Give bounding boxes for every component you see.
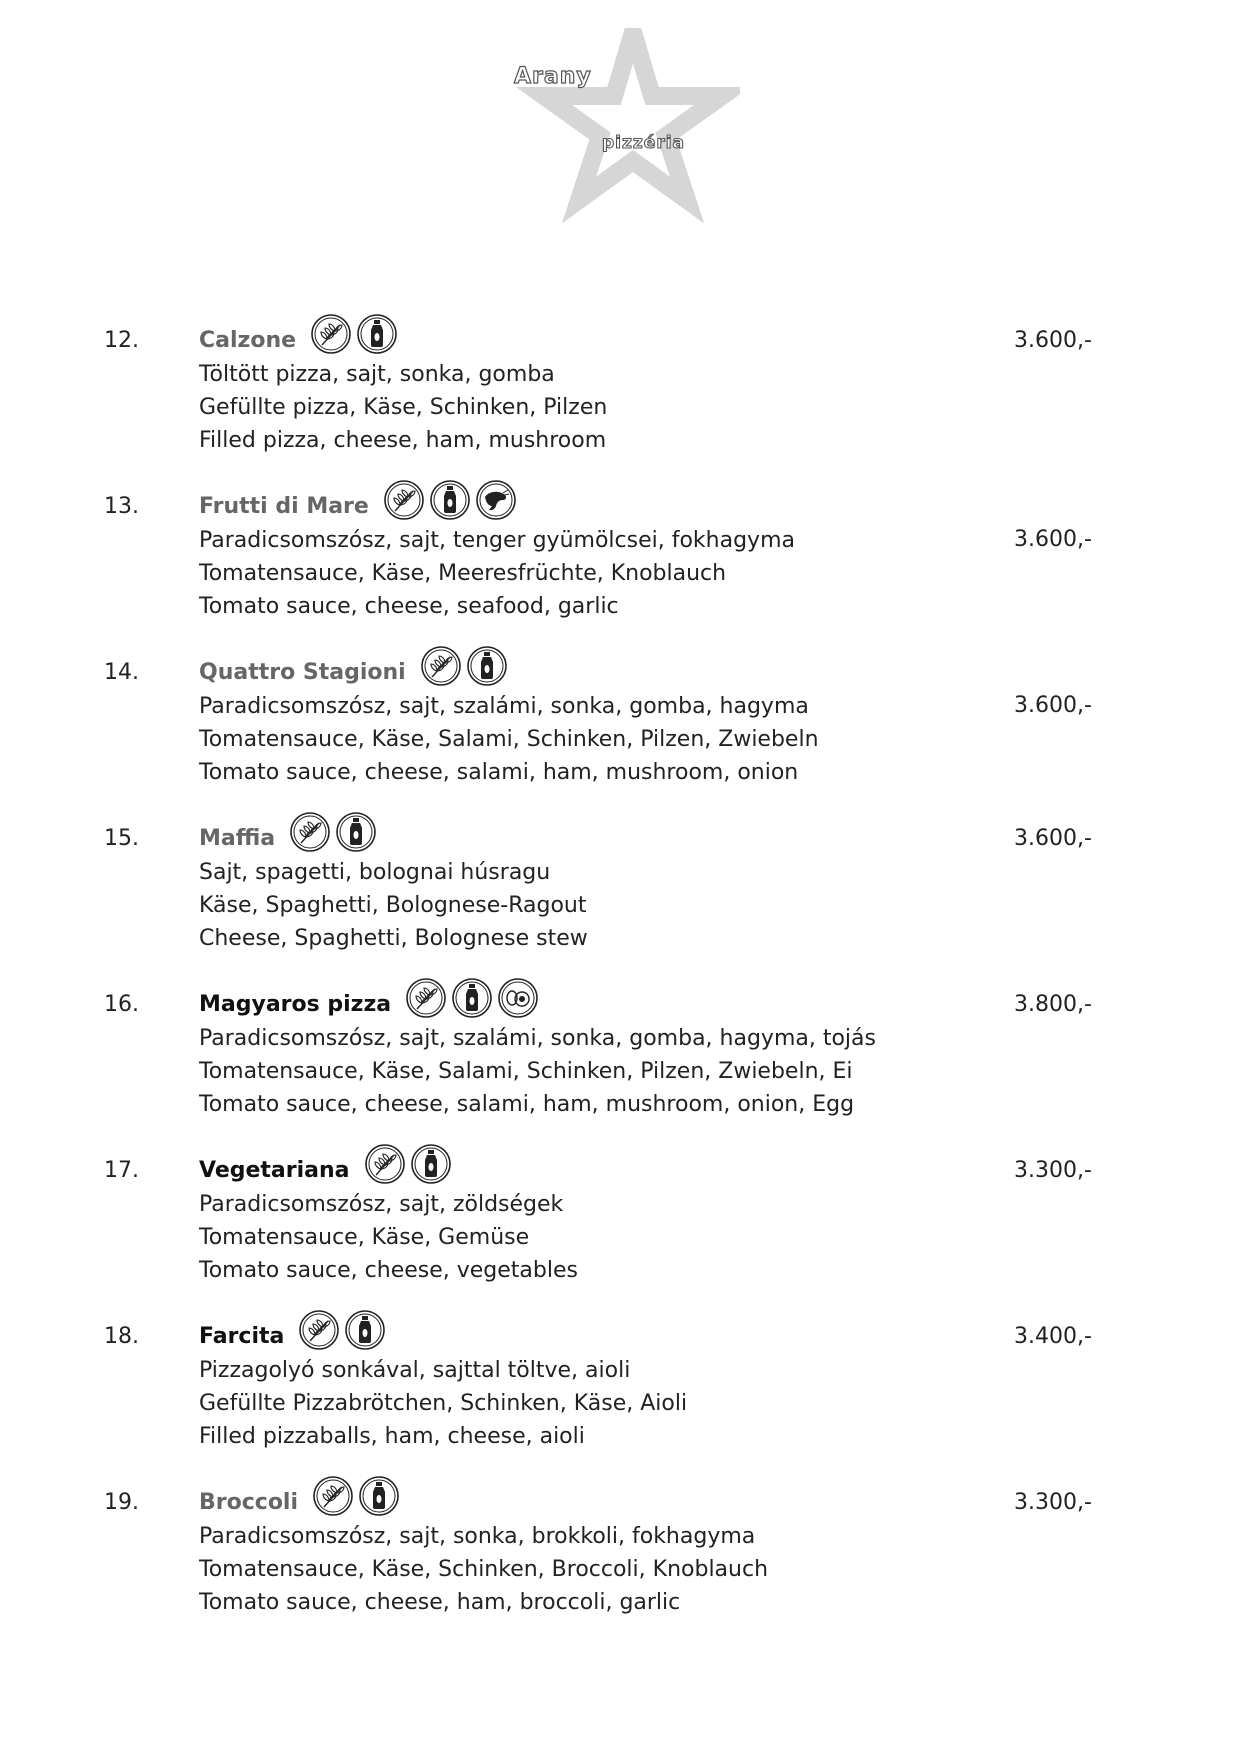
item-price: 3.300,- — [1014, 1490, 1092, 1515]
wheat-icon — [289, 811, 331, 853]
allergen-icons — [420, 645, 512, 687]
description-line: Cheese, Spaghetti, Bolognese stew — [199, 926, 588, 951]
description-line: Paradicsomszósz, sajt, zöldségek — [199, 1192, 564, 1217]
item-name: Quattro Stagioni — [199, 660, 406, 685]
item-header — [199, 1487, 404, 1519]
item-price: 3.800,- — [1014, 992, 1092, 1017]
description-line: Gefüllte Pizzabrötchen, Schinken, Käse, Aioli — [199, 1391, 688, 1416]
wheat-icon — [364, 1143, 406, 1185]
milk-bottle-icon — [466, 645, 508, 687]
menu-item — [0, 325, 1240, 475]
menu-item — [0, 491, 1240, 641]
item-number: 14. — [104, 660, 139, 685]
allergen-icons — [405, 977, 543, 1019]
item-header — [199, 325, 402, 357]
item-name: Vegetariana — [199, 1158, 350, 1183]
menu-item — [0, 657, 1240, 807]
description-line: Filled pizza, cheese, ham, mushroom — [199, 428, 607, 453]
milk-bottle-icon — [356, 313, 398, 355]
milk-bottle-icon — [429, 479, 471, 521]
egg-icon — [497, 977, 539, 1019]
wheat-icon — [405, 977, 447, 1019]
description-line: Tomato sauce, cheese, salami, ham, mushroom, onion, Egg — [199, 1092, 855, 1117]
description-line: Tomato sauce, cheese, ham, broccoli, garlic — [199, 1590, 681, 1615]
item-number: 18. — [104, 1324, 139, 1349]
milk-bottle-icon — [358, 1475, 400, 1517]
item-price: 3.600,- — [1014, 527, 1092, 552]
item-name: Maffia — [199, 826, 276, 851]
wheat-icon — [312, 1475, 354, 1517]
description-line: Pizzagolyó sonkával, sajttal töltve, aioli — [199, 1358, 631, 1383]
description-line: Paradicsomszósz, sajt, sonka, brokkoli, fokhagyma — [199, 1524, 756, 1549]
description-line: Tomatensauce, Käse, Salami, Schinken, Pilzen, Zwiebeln, Ei — [199, 1059, 853, 1084]
description-line: Tomato sauce, cheese, seafood, garlic — [199, 594, 619, 619]
description-line: Sajt, spagetti, bolognai húsragu — [199, 860, 551, 885]
item-description — [199, 1520, 768, 1619]
description-line: Paradicsomszósz, sajt, szalámi, sonka, gomba, hagyma — [199, 694, 809, 719]
description-line: Filled pizzaballs, ham, cheese, aioli — [199, 1424, 585, 1449]
wheat-icon — [310, 313, 352, 355]
logo-line1: Arany — [514, 64, 592, 89]
item-number: 13. — [104, 494, 139, 519]
item-header — [199, 1155, 456, 1187]
item-price: 3.300,- — [1014, 1158, 1092, 1183]
logo — [500, 28, 740, 228]
item-price: 3.600,- — [1014, 826, 1092, 851]
item-number: 17. — [104, 1158, 139, 1183]
menu-item — [0, 1155, 1240, 1305]
item-description — [199, 358, 607, 457]
menu-item — [0, 989, 1240, 1139]
allergen-icons — [383, 479, 521, 521]
item-number: 16. — [104, 992, 139, 1017]
item-header — [199, 823, 381, 855]
item-name: Calzone — [199, 328, 297, 353]
item-number: 19. — [104, 1490, 139, 1515]
item-price: 3.600,- — [1014, 693, 1092, 718]
item-name: Farcita — [199, 1324, 285, 1349]
allergen-icons — [289, 811, 381, 853]
item-description — [199, 1354, 687, 1453]
item-header — [199, 657, 512, 689]
allergen-icons — [298, 1309, 390, 1351]
allergen-icons — [312, 1475, 404, 1517]
description-line: Tomatensauce, Käse, Schinken, Broccoli, Knoblauch — [199, 1557, 769, 1582]
item-number: 15. — [104, 826, 139, 851]
item-name: Magyaros pizza — [199, 992, 392, 1017]
wheat-icon — [298, 1309, 340, 1351]
menu-item — [0, 1321, 1240, 1471]
item-price: 3.600,- — [1014, 328, 1092, 353]
item-description — [199, 524, 795, 623]
item-header — [199, 491, 521, 523]
item-description — [199, 690, 819, 789]
item-description — [199, 1188, 578, 1287]
milk-bottle-icon — [410, 1143, 452, 1185]
description-line: Tomatensauce, Käse, Salami, Schinken, Pilzen, Zwiebeln — [199, 727, 819, 752]
description-line: Gefüllte pizza, Käse, Schinken, Pilzen — [199, 395, 608, 420]
menu-item — [0, 823, 1240, 973]
milk-bottle-icon — [335, 811, 377, 853]
milk-bottle-icon — [344, 1309, 386, 1351]
description-line: Paradicsomszósz, sajt, szalámi, sonka, gomba, hagyma, tojás — [199, 1026, 876, 1051]
item-price: 3.400,- — [1014, 1324, 1092, 1349]
star-logo-icon — [500, 28, 740, 228]
item-name: Frutti di Mare — [199, 494, 369, 519]
allergen-icons — [364, 1143, 456, 1185]
allergen-icons — [310, 313, 402, 355]
item-name: Broccoli — [199, 1490, 299, 1515]
item-number: 12. — [104, 328, 139, 353]
description-line: Tomatensauce, Käse, Gemüse — [199, 1225, 530, 1250]
description-line: Paradicsomszósz, sajt, tenger gyümölcsei, fokhagyma — [199, 528, 795, 553]
wheat-icon — [383, 479, 425, 521]
item-header — [199, 989, 543, 1021]
description-line: Tomatensauce, Käse, Meeresfrüchte, Knoblauch — [199, 561, 727, 586]
wheat-icon — [420, 645, 462, 687]
milk-bottle-icon — [451, 977, 493, 1019]
description-line: Töltött pizza, sajt, sonka, gomba — [199, 362, 555, 387]
item-header — [199, 1321, 390, 1353]
shrimp-icon — [475, 479, 517, 521]
description-line: Tomato sauce, cheese, salami, ham, mushroom, onion — [199, 760, 799, 785]
description-line: Käse, Spaghetti, Bolognese-Ragout — [199, 893, 587, 918]
description-line: Tomato sauce, cheese, vegetables — [199, 1258, 578, 1283]
item-description — [199, 1022, 876, 1121]
logo-line2: pizzéria — [602, 133, 685, 153]
item-description — [199, 856, 588, 955]
menu-item — [0, 1487, 1240, 1637]
